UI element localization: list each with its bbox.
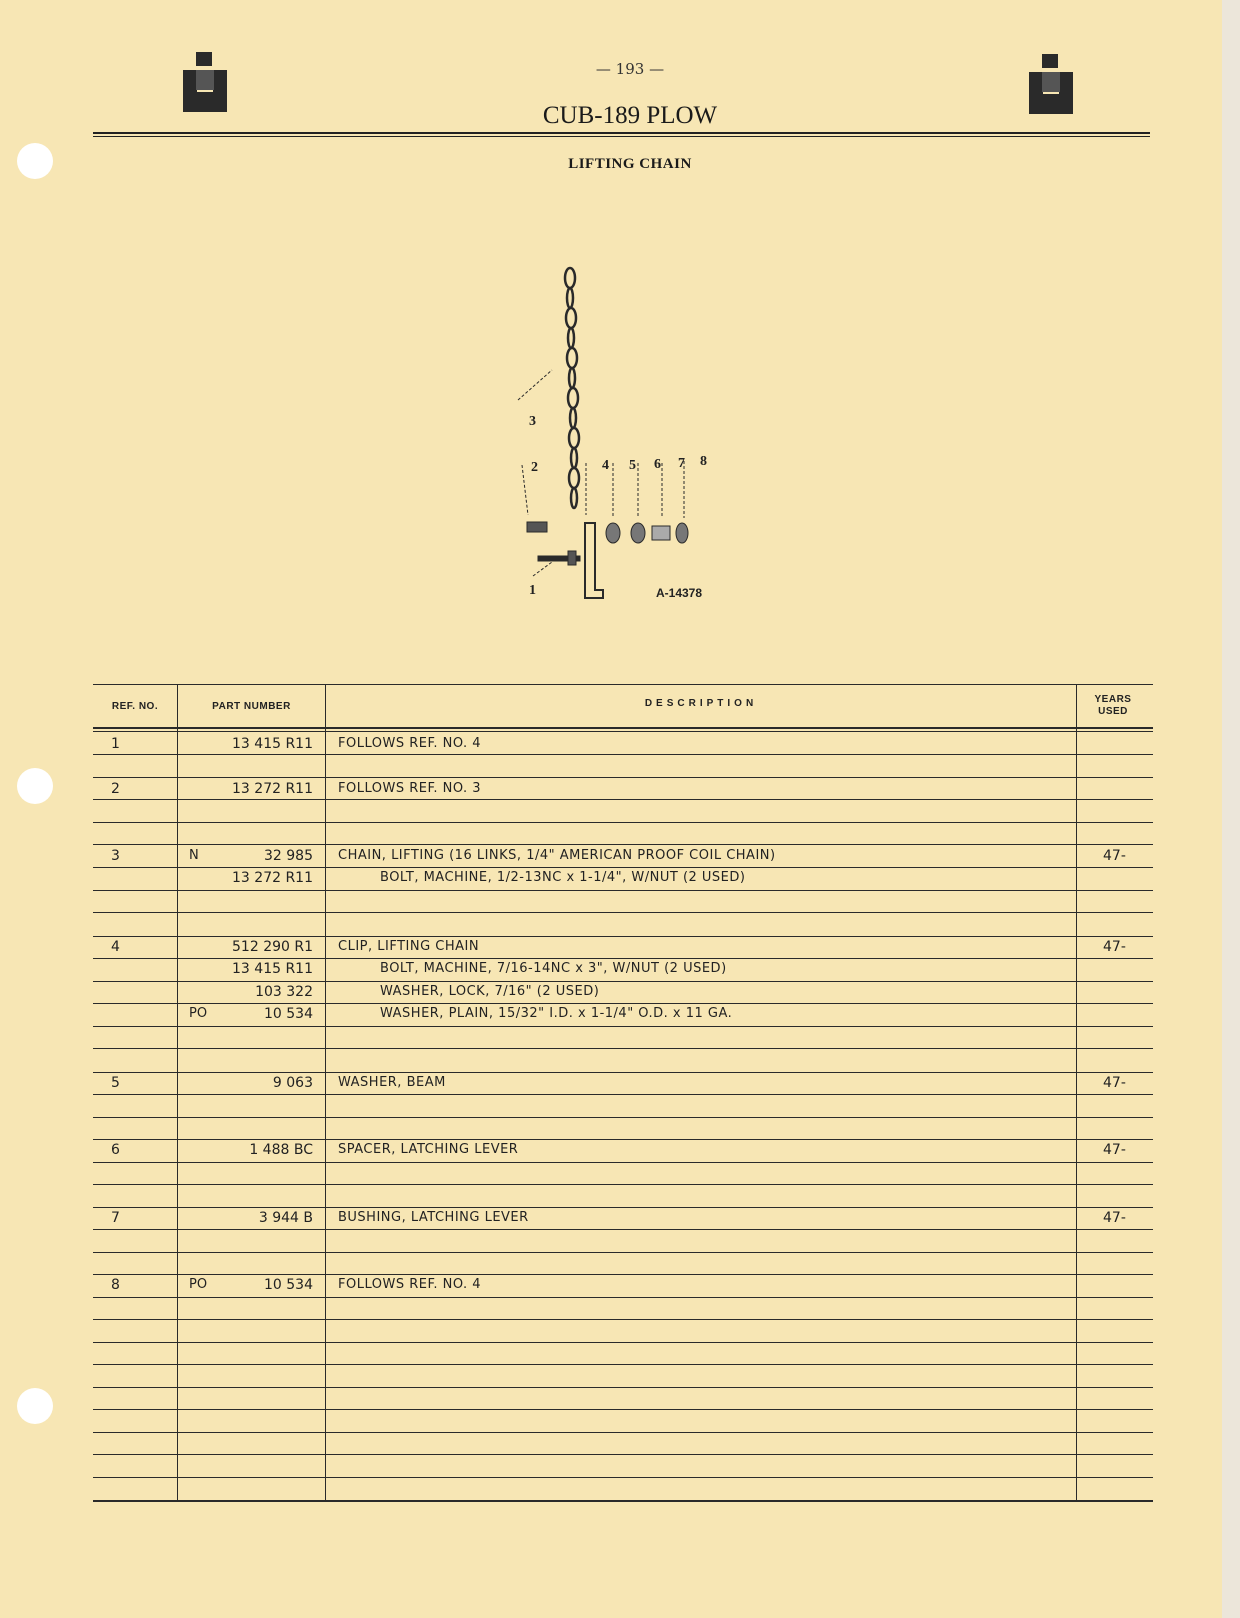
ref-number: 5 bbox=[111, 1075, 120, 1091]
part-prefix: N bbox=[189, 848, 199, 863]
years-used: 47- bbox=[1103, 1142, 1126, 1158]
binder-hole bbox=[17, 1388, 53, 1424]
callout-4: 4 bbox=[602, 458, 609, 473]
years-used: 47- bbox=[1103, 848, 1126, 864]
table-rule bbox=[93, 1477, 1153, 1478]
part-number: 13 272 R11 bbox=[232, 781, 313, 797]
part-description: BOLT, MACHINE, 7/16-14NC x 3", W/NUT (2 USED) bbox=[380, 961, 727, 976]
years-used: 47- bbox=[1103, 939, 1126, 955]
part-description: SPACER, LATCHING LEVER bbox=[338, 1142, 519, 1157]
callout-7: 7 bbox=[678, 456, 685, 471]
part-number: 32 985 bbox=[264, 848, 313, 864]
part-number: 10 534 bbox=[264, 1277, 313, 1293]
section-subtitle: LIFTING CHAIN bbox=[568, 156, 692, 172]
callout-2: 2 bbox=[531, 460, 538, 475]
part-number: 13 415 R11 bbox=[232, 961, 313, 977]
callout-6: 6 bbox=[654, 457, 661, 472]
ref-number: 6 bbox=[111, 1142, 120, 1158]
table-rule bbox=[93, 1319, 1153, 1320]
header-ref-no: REF. NO. bbox=[111, 701, 159, 712]
ref-number: 8 bbox=[111, 1277, 120, 1293]
table-rule bbox=[93, 1409, 1153, 1410]
part-description: BOLT, MACHINE, 1/2-13NC x 1-1/4", W/NUT (2 USED) bbox=[380, 870, 746, 885]
ih-logo-icon bbox=[183, 52, 227, 112]
lifting-chain-illustration bbox=[500, 260, 730, 610]
binder-hole bbox=[17, 768, 53, 804]
table-rule bbox=[93, 684, 1153, 685]
title-rule bbox=[93, 132, 1150, 134]
binder-hole bbox=[17, 143, 53, 179]
part-description: WASHER, BEAM bbox=[338, 1075, 446, 1090]
part-description: WASHER, PLAIN, 15/32" I.D. x 1-1/4" O.D. x 11 GA. bbox=[380, 1006, 733, 1021]
header-years-used: YEARS USED bbox=[1094, 694, 1132, 717]
part-number: 1 488 BC bbox=[249, 1142, 313, 1158]
figure-code: A-14378 bbox=[656, 586, 703, 600]
table-rule bbox=[93, 727, 1153, 729]
part-description: BUSHING, LATCHING LEVER bbox=[338, 1210, 529, 1225]
part-description: FOLLOWS REF. NO. 4 bbox=[338, 736, 482, 751]
part-number: 103 322 bbox=[255, 984, 313, 1000]
table-rule bbox=[93, 799, 1153, 800]
table-rule bbox=[93, 981, 1153, 982]
table-rule bbox=[93, 912, 1153, 913]
table-rule bbox=[93, 1252, 1153, 1253]
column-divider bbox=[177, 684, 178, 1502]
ref-number: 3 bbox=[111, 848, 120, 864]
table-rule bbox=[93, 867, 1153, 868]
page-number: — 193 — bbox=[595, 60, 665, 78]
part-description: CHAIN, LIFTING (16 LINKS, 1/4" AMERICAN PROOF COIL CHAIN) bbox=[338, 848, 776, 863]
page-title: CUB-189 PLOW bbox=[542, 102, 718, 129]
part-prefix: PO bbox=[189, 1006, 208, 1021]
table-rule bbox=[93, 1274, 1153, 1275]
part-description: CLIP, LIFTING CHAIN bbox=[338, 939, 480, 954]
table-rule bbox=[93, 958, 1153, 959]
column-divider bbox=[325, 684, 326, 1502]
part-description: FOLLOWS REF. NO. 4 bbox=[338, 1277, 482, 1292]
part-prefix: PO bbox=[189, 1277, 208, 1292]
table-rule bbox=[93, 1207, 1153, 1208]
table-rule bbox=[93, 1432, 1153, 1433]
part-description: WASHER, LOCK, 7/16" (2 USED) bbox=[380, 984, 600, 999]
part-number: 9 063 bbox=[272, 1075, 313, 1091]
table-rule bbox=[93, 731, 1153, 732]
table-rule bbox=[93, 890, 1153, 891]
table-rule bbox=[93, 936, 1153, 937]
table-rule bbox=[93, 754, 1153, 755]
callout-5: 5 bbox=[629, 458, 636, 473]
years-used: 47- bbox=[1103, 1210, 1126, 1226]
table-rule bbox=[93, 1500, 1153, 1502]
header-description: DESCRIPTION bbox=[644, 698, 758, 709]
ref-number: 2 bbox=[111, 781, 120, 797]
callout-1: 1 bbox=[529, 583, 536, 598]
callout-8: 8 bbox=[700, 454, 707, 469]
part-description: FOLLOWS REF. NO. 3 bbox=[338, 781, 482, 796]
table-rule bbox=[93, 844, 1153, 845]
table-rule bbox=[93, 1139, 1153, 1140]
table-rule bbox=[93, 1364, 1153, 1365]
table-rule bbox=[93, 1454, 1153, 1455]
years-used: 47- bbox=[1103, 1075, 1126, 1091]
table-rule bbox=[93, 822, 1153, 823]
table-rule bbox=[93, 1117, 1153, 1118]
part-number: 512 290 R1 bbox=[232, 939, 313, 955]
page-edge bbox=[1222, 0, 1240, 1618]
table-rule bbox=[93, 1162, 1153, 1163]
callout-3: 3 bbox=[529, 414, 536, 429]
table-rule bbox=[93, 1229, 1153, 1230]
table-rule bbox=[93, 1048, 1153, 1049]
part-number: 10 534 bbox=[264, 1006, 313, 1022]
table-rule bbox=[93, 1094, 1153, 1095]
ih-logo-icon bbox=[1029, 54, 1073, 114]
table-rule bbox=[93, 1342, 1153, 1343]
part-number: 13 272 R11 bbox=[232, 870, 313, 886]
title-rule bbox=[93, 136, 1150, 137]
column-divider bbox=[1076, 684, 1077, 1502]
table-rule bbox=[93, 1297, 1153, 1298]
ref-number: 4 bbox=[111, 939, 120, 955]
part-number: 3 944 B bbox=[258, 1210, 313, 1226]
table-rule bbox=[93, 777, 1153, 778]
ref-number: 1 bbox=[111, 736, 120, 752]
header-part-number: PART NUMBER bbox=[212, 701, 291, 712]
table-rule bbox=[93, 1184, 1153, 1185]
table-rule bbox=[93, 1072, 1153, 1073]
parts-table bbox=[93, 684, 1153, 1502]
part-number: 13 415 R11 bbox=[232, 736, 313, 752]
ref-number: 7 bbox=[111, 1210, 120, 1226]
table-rule bbox=[93, 1003, 1153, 1004]
table-rule bbox=[93, 1387, 1153, 1388]
table-rule bbox=[93, 1026, 1153, 1027]
